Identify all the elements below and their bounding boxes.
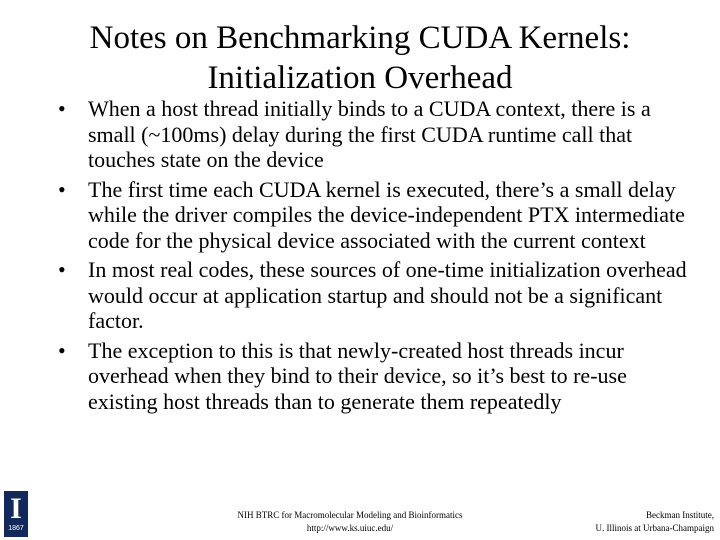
university-logo [4,491,28,537]
bullet-text: When a host thread initially binds to a CUDA context, there is a small (~100ms) delay during the first CUDA runtime call that touches state on the device [88,96,651,172]
bullet-dot: • [58,176,66,202]
footer-center-line1: NIH BTRC for Macromolecular Modeling and Bioinformatics [237,510,463,520]
slide-title-line1: Notes on Benchmarking CUDA Kernels: [89,20,631,56]
bullet-dot: • [58,257,66,282]
footer-right-line2: U. Illinois at Urbana-Champaign [595,523,714,533]
bullet-text: The exception to this is that newly-created host threads incur overhead when they bind to their device, so it’s best to re-use existing host threads than to generate them repeatedly [88,337,627,414]
bullet-item [58,177,698,254]
footer-right-line1: Beckman Institute, [646,510,714,520]
logo-year: 1867 [8,525,24,532]
bullet-item [58,338,698,415]
footer-center-line2: http://www.ks.uiuc.edu/ [306,523,394,533]
footer-center [228,509,472,535]
footer-right [560,509,714,535]
bullet-text: In most real codes, these sources of one-time initialization overhead would occur at application startup and should not be a significant factor. [88,257,687,333]
logo-mark: I [10,492,22,525]
bullet-item [58,257,698,334]
bullet-list [58,96,698,418]
slide-title [20,18,700,98]
bullet-dot: • [58,96,66,121]
bullet-text: The first time each CUDA kernel is executed, there’s a small delay while the driver compiles the device-independent PTX intermediate code for the physical device associated with the current context [88,176,685,253]
bullet-item [58,96,698,173]
bullet-dot: • [58,337,66,363]
slide-title-line2: Initialization Overhead [207,60,513,96]
